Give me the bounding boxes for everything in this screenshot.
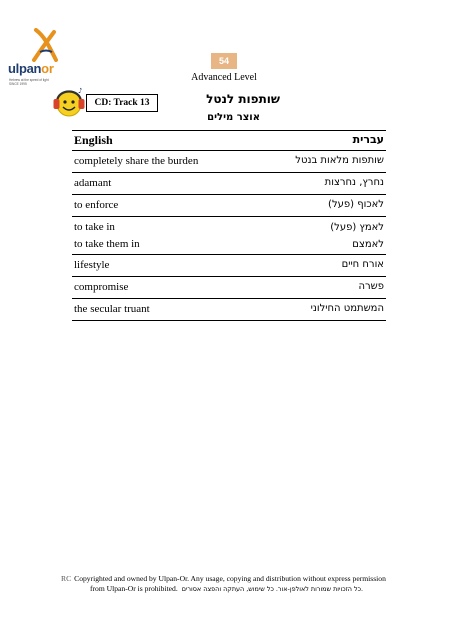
page-number: 54 [211, 53, 237, 69]
table-row [72, 217, 386, 255]
lesson-title: שותפות לנטל [206, 92, 280, 106]
copyright-line-2-row [90, 584, 390, 593]
table-row [72, 195, 386, 217]
vocabulary-table [72, 130, 386, 321]
logo-wordmark: ulpanor [8, 61, 54, 76]
english-term: the secular truant [72, 299, 254, 321]
copyright-notice [61, 573, 401, 584]
english-term: to enforce [72, 195, 254, 217]
english-term: lifestyle [72, 255, 254, 277]
table-header-row [72, 131, 386, 151]
header-hebrew: עברית [254, 131, 386, 151]
hebrew-term: נחרץ, נחרצות [254, 173, 386, 195]
table-row [72, 255, 386, 277]
table-row [72, 173, 386, 195]
hebrew-term: שותפות מלאות בנטל [254, 151, 386, 173]
hebrew-term: פשרה [254, 277, 386, 299]
hebrew-term: המשתמט החילוני [254, 299, 386, 321]
hebrew-term [254, 217, 386, 255]
cd-track-label[interactable]: CD: Track 13 [86, 94, 158, 112]
headphone-smiley-icon[interactable] [52, 84, 86, 120]
english-term-line: to take them in [74, 238, 140, 250]
table-row [72, 299, 386, 321]
english-term: compromise [72, 277, 254, 299]
ulpan-or-logo [8, 28, 68, 92]
rc-mark: RC [61, 574, 72, 583]
hebrew-term-line: לאמצם [352, 239, 384, 250]
copyright-line-1: Copyrighted and owned by Ulpan-Or. Any usage, copying and distribution without express permission [74, 574, 386, 583]
hebrew-term: לאכוף (פעל) [254, 195, 386, 217]
copyright-hebrew: כל הזכויות שמורות לאולפן-אור. כל שימוש, העתקה והפצה אסורים. [181, 585, 364, 593]
english-term: completely share the burden [72, 151, 254, 173]
english-term: adamant [72, 173, 254, 195]
table-row [72, 151, 386, 173]
english-term-line: to take in [74, 221, 115, 233]
hebrew-term-line: לאמץ (פעל) [330, 222, 384, 233]
english-term [72, 217, 254, 255]
logo-tagline: Hebrew at the speed of light SINCE 1995 [9, 78, 49, 86]
level-label: Advanced Level [191, 72, 257, 83]
hebrew-term: אורח חיים [254, 255, 386, 277]
table-row [72, 277, 386, 299]
logo-flame-icon [30, 28, 60, 62]
lesson-subtitle: אוצר מילים [207, 112, 260, 123]
copyright-line-2: from Ulpan-Or is prohibited. [90, 584, 178, 593]
svg-text:♪: ♪ [78, 87, 83, 95]
header-english: English [72, 131, 254, 151]
